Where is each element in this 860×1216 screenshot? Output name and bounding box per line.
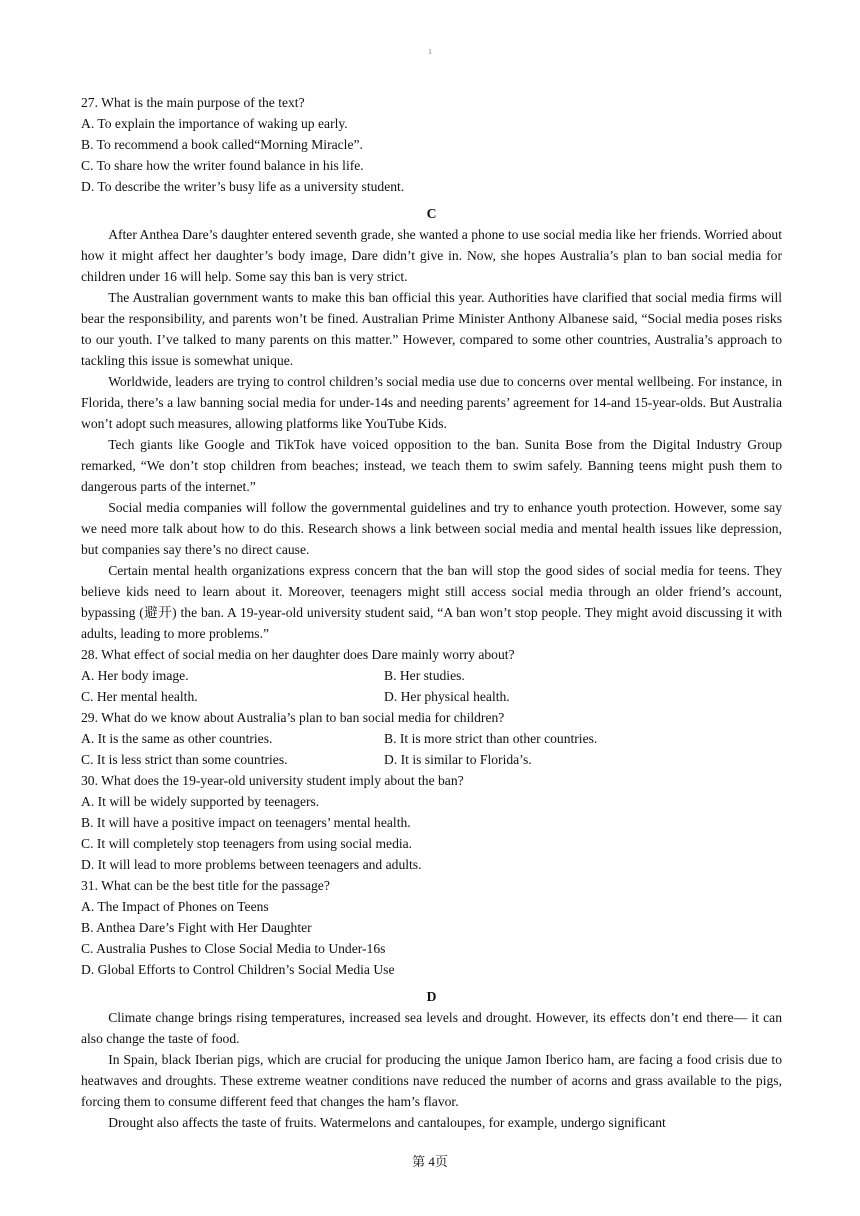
paragraph: Climate change brings rising temperatures, increased sea levels and drought. However, its effects don’t end there— it can also change the taste of food. (81, 1010, 782, 1046)
option-b: B. To recommend a book called“Morning Miracle”. (81, 137, 363, 152)
question-stem: 27. What is the main purpose of the text? (81, 95, 305, 110)
question-stem: 28. What effect of social media on her daughter does Dare mainly worry about? (81, 647, 515, 662)
option-a: A. To explain the importance of waking up early. (81, 116, 348, 131)
question-stem: 31. What can be the best title for the passage? (81, 878, 330, 893)
option-a: A. It will be widely supported by teenagers. (81, 794, 320, 809)
paragraph: Worldwide, leaders are trying to control children’s social media use due to concerns over mental wellbeing. For instance, in Florida, there’s a law banning social media for under-14s and needing parents’ agreement for 14-and 15-year-olds. But Australia won’t adopt such measures, allowing platforms like YouTube Kids. (81, 374, 782, 431)
option-b: B. It is more strict than other countries. (384, 731, 598, 746)
page-content (81, 92, 782, 1133)
question-stem: 29. What do we know about Australia’s plan to ban social media for children? (81, 710, 505, 725)
option-d: D. Global Efforts to Control Children’s Social Media Use (81, 962, 395, 977)
question-31 (81, 875, 782, 980)
question-29 (81, 707, 782, 770)
option-d: D. It will lead to more problems between teenagers and adults. (81, 857, 422, 872)
option-a: A. Her body image. (81, 668, 189, 683)
question-30 (81, 770, 782, 875)
paragraph: Drought also affects the taste of fruits. Watermelons and cantaloupes, for example, undergo significant (108, 1115, 666, 1130)
page-mark: 1 (428, 48, 432, 56)
option-a: A. The Impact of Phones on Teens (81, 899, 269, 914)
option-d: D. Her physical health. (384, 689, 510, 704)
option-d: D. To describe the writer’s busy life as a university student. (81, 179, 405, 194)
question-28 (81, 644, 782, 707)
paragraph: The Australian government wants to make this ban official this year. Authorities have clarified that social media firms will bear the responsibility, and parents won’t be fined. Australian Prime Minister Anthony Albanese said, “Social media poses risks to our youth. I’ve talked to many parents on this matter.” However, compared to some other countries, Australia’s approach to tackling this issue is somewhat unique. (81, 290, 782, 368)
paragraph: Certain mental health organizations express concern that the ban will stop the good sides of social media for teens. They believe kids need to learn about it. Moreover, teenagers might still access social media through an older friend’s account, bypassing (避开) the ban. A 19-year-old university student said, “A ban won’t stop people. They might avoid discussing it with adults, leading to more problems.” (81, 563, 782, 641)
section-title-c: C (426, 206, 437, 221)
option-b: B. Anthea Dare’s Fight with Her Daughter (81, 920, 312, 935)
paragraph: After Anthea Dare’s daughter entered seventh grade, she wanted a phone to use social media like her friends. Worried about how it might affect her daughter’s body image, Dare didn’t give in. Now, she hopes Australia’s plan to ban social media for children under 16 will help. Some say this ban is very strict. (81, 227, 782, 284)
option-c: C. To share how the writer found balance in his life. (81, 158, 364, 173)
option-d: D. It is similar to Florida’s. (384, 752, 532, 767)
option-b: B. It will have a positive impact on teenagers’ mental health. (81, 815, 411, 830)
question-27 (81, 92, 782, 197)
option-b: B. Her studies. (384, 668, 465, 683)
paragraph: In Spain, black Iberian pigs, which are crucial for producing the unique Jamon Iberico ham, are facing a food crisis due to heatwaves and droughts. These extreme weatner conditions nave reduced the number of acorns and grass available to the pigs, forcing them to consume different feed that changes the ham’s flavor. (81, 1052, 782, 1109)
option-c: C. Australia Pushes to Close Social Media to Under-16s (81, 941, 386, 956)
option-a: A. It is the same as other countries. (81, 731, 273, 746)
passage-c (81, 224, 782, 644)
paragraph: Tech giants like Google and TikTok have voiced opposition to the ban. Sunita Bose from the Digital Industry Group remarked, “We don’t stop children from beaches; instead, we teach them to swim safely. Banning teens might push them to dangerous parts of the internet.” (81, 437, 782, 494)
option-c: C. It is less strict than some countries. (81, 752, 288, 767)
section-title-d: D (426, 989, 437, 1004)
page-number: 第 4页 (412, 1154, 448, 1169)
paragraph: Social media companies will follow the governmental guidelines and try to enhance youth protection. However, some say we need more talk about how to do this. Research shows a link between social media and mental health issues like depression, but companies say there’s no direct cause. (81, 500, 782, 557)
option-c: C. It will completely stop teenagers from using social media. (81, 836, 413, 851)
question-stem: 30. What does the 19-year-old university student imply about the ban? (81, 773, 464, 788)
passage-d (81, 1007, 782, 1133)
option-c: C. Her mental health. (81, 689, 198, 704)
